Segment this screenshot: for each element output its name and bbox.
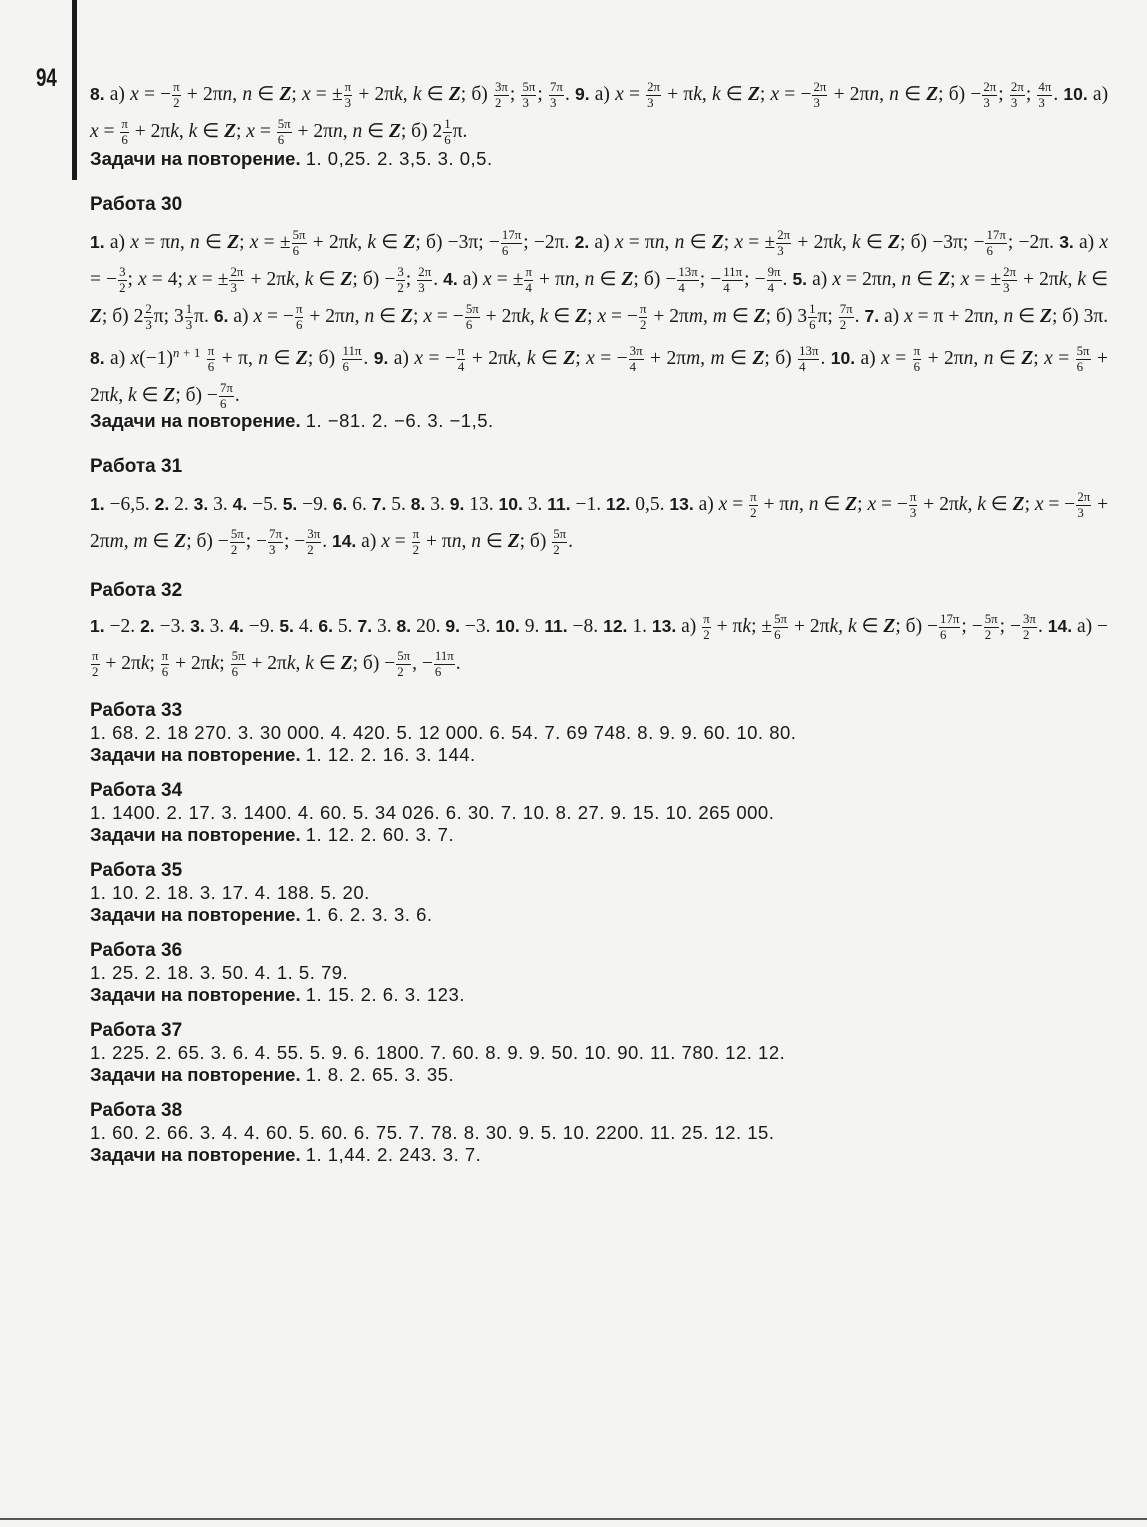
review-label: Задачи на повторение.: [90, 409, 301, 431]
review-label: Задачи на повторение.: [90, 1143, 301, 1165]
work-37-heading: Работа 37: [90, 1019, 183, 1041]
margin-rule: [72, 0, 77, 180]
work-30-heading: Работа 30: [90, 194, 183, 215]
review-answers: 1. 12. 2. 16. 3. 144.: [305, 743, 476, 765]
work-33-review: [90, 744, 1108, 766]
work-36-review: [90, 984, 1108, 1006]
work-34-heading: Работа 34: [90, 779, 183, 801]
review-label: Задачи на повторение.: [90, 903, 301, 925]
work-32-heading: Работа 32: [90, 579, 183, 601]
work-30-review: [90, 410, 1108, 432]
work-38-review: [90, 1144, 1108, 1166]
work-33-heading: Работа 33: [90, 699, 183, 721]
work-31-answers: 1. −6,5. 2. 2. 3. 3. 4. −5. 5. −9. 6. 6. 7. 5. 8. 3. 9. 13. 10. 3. 11. −1. 12. 0,5. 13. а) x = $\frac{\pi}{2}$ + πn, n ∈ Z; x = − $\frac{\pi}{3}$ + 2πk, k ∈ Z; x = − $\frac{2\pi}{3}$ + 2πm, m ∈ Z; б) − $\frac{5\pi}{2}$ ; − $\frac{7\pi}{3}$ ; − $\frac{3\pi}{2}$ . 14. а) x = $\frac{\pi}{2}$ + πn, n ∈ Z; б) $\frac{5\pi}{2}$ .: [90, 490, 1109, 557]
work-36-heading: Работа 36: [90, 939, 183, 961]
answers-content: [90, 76, 1108, 1166]
review-label: Задачи на повторение.: [90, 148, 301, 169]
work-35-answers: 1. 10. 2. 18. 3. 17. 4. 188. 5. 20.: [90, 881, 370, 903]
work-29-review: [90, 148, 1108, 170]
work-38-answers: 1. 60. 2. 66. 3. 4. 4. 60. 5. 60. 6. 75. 7. 78. 8. 30. 9. 5. 10. 2200. 11. 25. 12. 15.: [90, 1121, 775, 1143]
work-38-block: [90, 1100, 1108, 1166]
review-answers: 1. 15. 2. 6. 3. 123.: [305, 983, 465, 1005]
bottom-rule: [0, 1518, 1147, 1520]
work-35-block: [90, 860, 1108, 926]
review-answers: 1. 8. 2. 65. 3. 35.: [305, 1063, 455, 1085]
work-34-block: [90, 780, 1108, 846]
work-29-tail-answers: 8. а) x = − $\frac{\pi}{2}$ + 2πn, n ∈ Z; x = ± $\frac{\pi}{3}$ + 2πk, k ∈ Z; б) $\frac{3\pi}{2}$ ; $\frac{5\pi}{3}$ ; $\frac{7\pi}{3}$ . 9. а) x = $\frac{2\pi}{3}$ + πk, k ∈ Z; x = − $\frac{2\pi}{3}$ + 2πn, n ∈ Z; б) − $\frac{2\pi}{3}$ ; $\frac{2\pi}{3}$ ; $\frac{4\pi}{3}$ . 10. а) x = $\frac{\pi}{6}$ + 2πk, k ∈ Z; x = $\frac{5\pi}{6}$ + 2πn, n ∈ Z; б) 2 $\frac{1}{6}$ π.: [90, 80, 1109, 148]
work-30-answers: 1. а) x = πn, n ∈ Z; x = ± $\frac{5\pi}{6}$ + 2πk, k ∈ Z; б) −3π; − $\frac{17\pi}{6}$ ; −2π. 2. а) x = πn, n ∈ Z; x = ± $\frac{2\pi}{3}$ + 2πk, k ∈ Z; б) −3π; − $\frac{17\pi}{6}$ ; −2π. 3. а) x = − $\frac{3}{2}$ ; x = 4; x = ± $\frac{2\pi}{3}$ + 2πk, k ∈ Z; б) − $\frac{3}{2}$ ; $\frac{2\pi}{3}$ . 4. а) x = ± $\frac{\pi}{4}$ + πn, n ∈ Z; б) − $\frac{13\pi}{4}$ ; − $\frac{11\pi}{4}$ ; − $\frac{9\pi}{4}$ . 5. а) x = 2πn, n ∈ Z; x = ± $\frac{2\pi}{3}$ + 2πk, k ∈ Z; б) 2 $\frac{2}{3}$ π; 3 $\frac{1}{3}$ π. 6. а) x = − $\frac{\pi}{6}$ + 2πn, n ∈ Z; x = − $\frac{5\pi}{6}$ + 2πk, k ∈ Z; x = − $\frac{\pi}{2}$ + 2πm, m ∈ Z; б) 3 $\frac{1}{6}$ π; $\frac{7\pi}{2}$ . 7. а) x = π + 2πn, n ∈ Z; б) 3π. 8. а) $x(-1)^{n + 1}$ $\frac{\pi}{6}$ + π, n ∈ Z; б) $\frac{11\pi}{6}$ . 9. а) x = − $\frac{\pi}{4}$ + 2πk, k ∈ Z; x = − $\frac{3\pi}{4}$ + 2πm, m ∈ Z; б) $\frac{13\pi}{4}$ . 10. а) x = $\frac{\pi}{6}$ + 2πn, n ∈ Z; x = $\frac{5\pi}{6}$ + 2πk, k ∈ Z; б) − $\frac{7\pi}{6}$ .: [90, 228, 1109, 411]
page-number: 94: [36, 64, 57, 92]
review-answers: 1. 1,44. 2. 243. 3. 7.: [305, 1143, 482, 1165]
review-answers: 1. −81. 2. −6. 3. −1,5.: [305, 409, 494, 431]
review-answers: 1. 12. 2. 60. 3. 7.: [305, 823, 455, 845]
work-33-answers: 1. 68. 2. 18 270. 3. 30 000. 4. 420. 5. 12 000. 6. 54. 7. 69 748. 8. 9. 9. 60. 10. 80.: [90, 721, 797, 743]
review-label: Задачи на повторение.: [90, 983, 301, 1005]
review-answers: 1. 6. 2. 3. 3. 6.: [305, 903, 433, 925]
work-34-review: [90, 824, 1108, 846]
work-34-answers: 1. 1400. 2. 17. 3. 1400. 4. 60. 5. 34 026. 6. 30. 7. 10. 8. 27. 9. 15. 10. 265 000.: [90, 801, 775, 823]
work-37-review: [90, 1064, 1108, 1086]
review-label: Задачи на повторение.: [90, 1063, 301, 1085]
work-35-review: [90, 904, 1108, 926]
work-35-heading: Работа 35: [90, 859, 183, 881]
review-label: Задачи на повторение.: [90, 823, 301, 845]
work-36-block: [90, 940, 1108, 1006]
review-answers: 1. 0,25. 2. 3,5. 3. 0,5.: [305, 148, 493, 169]
work-37-answers: 1. 225. 2. 65. 3. 6. 4. 55. 5. 9. 6. 1800. 7. 60. 8. 9. 9. 50. 10. 90. 11. 780. 12. 12.: [90, 1041, 786, 1063]
work-38-heading: Работа 38: [90, 1099, 183, 1121]
review-label: Задачи на повторение.: [90, 743, 301, 765]
work-37-block: [90, 1020, 1108, 1086]
work-31-heading: Работа 31: [90, 455, 183, 477]
work-33-block: [90, 700, 1108, 766]
work-32-answers: 1. −2. 2. −3. 3. 3. 4. −9. 5. 4. 6. 5. 7. 3. 8. 20. 9. −3. 10. 9. 11. −8. 12. 1. 13. а) $\frac{\pi}{2}$ + πk; ± $\frac{5\pi}{6}$ + 2πk, k ∈ Z; б) − $\frac{17\pi}{6}$ ; − $\frac{5\pi}{2}$ ; − $\frac{3\pi}{2}$ . 14. а) − $\frac{\pi}{2}$ + 2πk; $\frac{\pi}{6}$ + 2πk; $\frac{5\pi}{6}$ + 2πk, k ∈ Z; б) − $\frac{5\pi}{2}$ , − $\frac{11\pi}{6}$ .: [90, 612, 1109, 679]
work-36-answers: 1. 25. 2. 18. 3. 50. 4. 1. 5. 79.: [90, 961, 349, 983]
